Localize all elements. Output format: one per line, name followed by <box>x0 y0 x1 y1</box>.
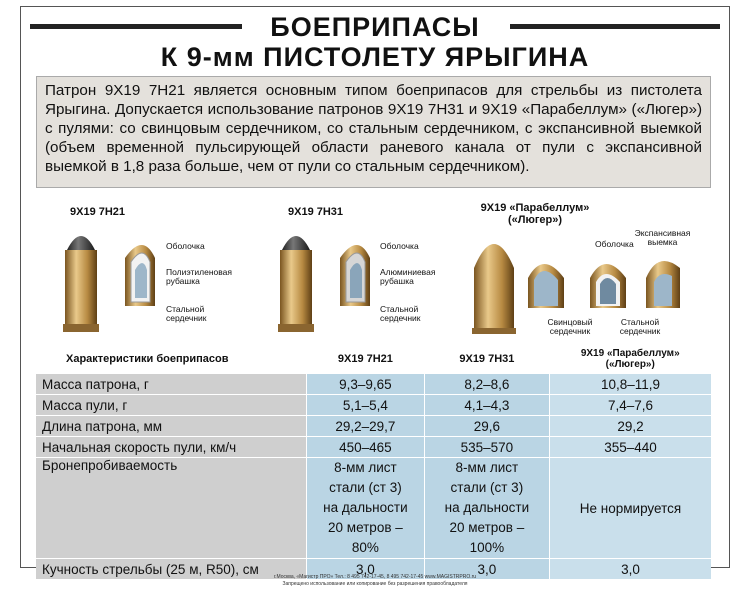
title-line-2: К 9-мм ПИСТОЛЕТУ ЯРЫГИНА <box>160 42 590 72</box>
cell-value-armor-parabellum: Не нормируется <box>549 458 711 559</box>
intro-text: Патрон 9Х19 7Н21 является основным типом боеприпасов для стрельбы из пистолета Ярыгина. Допускается использование патронов 9Х19 7Н31 и 9Х19 «Парабеллум» («Люгер») с пулями: со свинцовым сердечником, со стальным сердечником, с экспансивной выемкой (объем временной пульсирующей области раневого канала от пули с экспансивной выемкой в 1,8 раза больше, чем от пули со стальным сердечником). <box>36 76 711 188</box>
cell-value: 9,3–9,65 <box>307 374 425 395</box>
cell-value: 10,8–11,9 <box>549 374 711 395</box>
armor-line: 8-мм лист <box>455 460 519 475</box>
row-label: Масса пули, г <box>36 395 307 416</box>
cell-value-armor-7n31 <box>424 458 549 559</box>
table-row <box>36 374 711 395</box>
table-row <box>36 416 711 437</box>
armor-line: стали (ст 3) <box>329 480 402 495</box>
row-label: Масса патрона, г <box>36 374 307 395</box>
title-line-1: БОЕПРИПАСЫ <box>270 12 480 42</box>
cell-value: 355–440 <box>549 437 711 458</box>
cell-value: 3,0 <box>307 559 425 580</box>
row-label: Начальная скорость пули, км/ч <box>36 437 307 458</box>
armor-line: 20 метров – 100% <box>449 520 525 555</box>
cell-value: 535–570 <box>424 437 549 458</box>
row-label: Длина патрона, мм <box>36 416 307 437</box>
header-7n31: 9Х19 7Н31 <box>424 344 549 374</box>
armor-line: на дальности <box>323 500 408 515</box>
footer-line-1: г.Москва, «Магистр ПРО» Тел.: 8 495 742-17-45, 8 495 742-17-45 www.MAGISTRPRO.ru <box>273 574 477 580</box>
row-label: Кучность стрельбы (25 м, R50), см <box>36 559 307 580</box>
armor-line: 8-мм лист <box>334 460 397 475</box>
row-label: Бронепробиваемость <box>36 458 307 559</box>
header-7n21: 9Х19 7Н21 <box>307 344 425 374</box>
c3-label-steel-core: Стальной сердечник <box>619 317 661 336</box>
c1-label-core: Стальной сердечник <box>166 304 207 323</box>
c1-label-jacket: Полиэтиленовая рубашка <box>166 267 233 286</box>
c3-label-expansion: Экспансивная выемка <box>634 228 691 247</box>
cell-value: 7,4–7,6 <box>549 395 711 416</box>
c3-label-lead-core: Свинцовый сердечник <box>547 317 593 336</box>
cell-value-armor-7n21 <box>307 458 425 559</box>
table-row-armor <box>36 458 711 559</box>
cell-value: 8,2–8,6 <box>424 374 549 395</box>
cartridge-3-name: 9Х19 «Парабеллум» («Люгер») <box>480 202 590 226</box>
c3-label-shell: Оболочка <box>595 239 634 249</box>
cell-value: 5,1–5,4 <box>307 395 425 416</box>
c2-label-shell: Оболочка <box>380 241 419 251</box>
armor-line: стали (ст 3) <box>450 480 524 495</box>
cell-value: 4,1–4,3 <box>424 395 549 416</box>
poster-title <box>20 12 730 72</box>
c2-label-core: Стальной сердечник <box>380 304 421 323</box>
cell-value: 3,0 <box>549 559 711 580</box>
c2-label-jacket: Алюминиевая рубашка <box>380 267 436 286</box>
cell-value: 3,0 <box>424 559 549 580</box>
header-parabellum: 9Х19 «Парабеллум» («Люгер») <box>549 344 711 374</box>
armor-line: 20 метров – 80% <box>328 520 403 555</box>
footer-line-2: Запрещено использование или копирование без разрешения правообладателя <box>282 581 468 587</box>
header-characteristics: Характеристики боеприпасов <box>36 344 307 374</box>
c1-label-shell: Оболочка <box>166 241 205 251</box>
cell-value: 29,2–29,7 <box>307 416 425 437</box>
cartridge-2-illustration <box>270 222 380 338</box>
table-header-row <box>36 344 711 374</box>
cartridge-1-name: 9Х19 7Н21 <box>70 206 126 218</box>
cell-value: 29,6 <box>424 416 549 437</box>
ammo-spec-table <box>36 344 711 580</box>
cell-value: 29,2 <box>549 416 711 437</box>
cartridge-2-name: 9Х19 7Н31 <box>288 206 344 218</box>
table-row <box>36 437 711 458</box>
cell-value: 450–465 <box>307 437 425 458</box>
armor-line: на дальности <box>444 500 530 515</box>
table-row <box>36 395 711 416</box>
